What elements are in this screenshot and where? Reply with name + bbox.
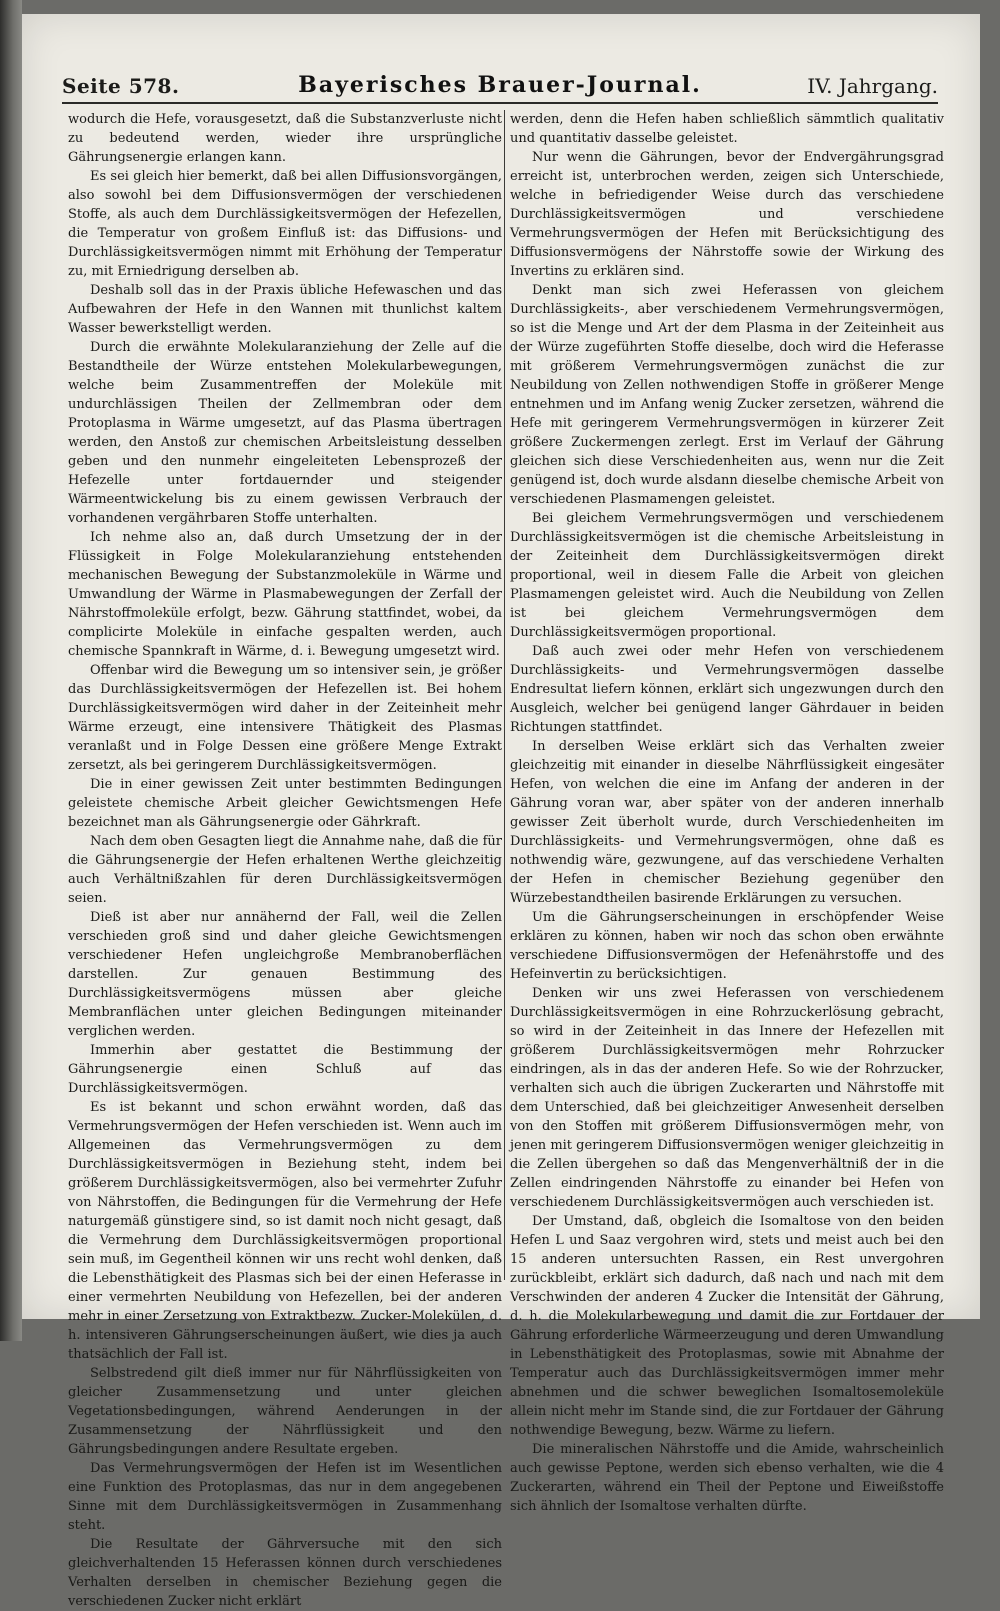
paragraph: Ich nehme also an, daß durch Umsetzung der in der Flüssigkeit in Folge Molekularanziehung entstehenden mechanischen Bewegung der Substanzmoleküle in Wärme und Umwandlung der Wärme in Plasmabewegungen der Zerfall der Nährstoffmoleküle erfolgt, bezw. Gährung stattfindet, wobei, da complicirte Moleküle in einfache gespalten werden, auch chemische Spannkraft in Wärme, d. i. Bewegung umgesetzt wird. [68,530,502,659]
column-divider [504,110,505,1280]
paragraph: Das Vermehrungsvermögen der Hefen ist im Wesentlichen eine Funktion des Protoplasmas, das nur in dem angegebenen Sinne mit dem Durchlässigkeitsvermögen in Zusammenhang steht. [68,1461,502,1533]
paragraph: Bei gleichem Vermehrungsvermögen und verschiedenem Durchlässigkeitsvermögen ist die chemische Arbeitsleistung in der Zeiteinheit dem Durchlässigkeitsvermögen direkt proportional, weil in diesem Falle die Arbeit von gleichen Plasmamengen geleistet wird. Auch die Neubildung von Zellen ist bei gleichem Vermehrungsvermögen dem Durchlässigkeitsvermögen proportional. [510,511,944,640]
journal-title: Bayerisches Brauer-Journal. [298,72,702,98]
paragraph: Selbstredend gilt dieß immer nur für Nährflüssigkeiten von gleicher Zusammensetzung und unter gleichen Vegetationsbedingungen, während Aenderungen in der Zusammensetzung der Nährflüssigkeit und den Gährungsbedingungen andere Resultate ergeben. [68,1366,502,1457]
paragraph: Denken wir uns zwei Heferassen von verschiedenem Durchlässigkeitsvermögen in eine Rohrzuckerlösung gebracht, so wird in der Zeiteinheit in das Innere der Hefezellen mit größerem Durchlässigkeitsvermögen mehr Rohrzucker eindringen, als in das der anderen Hefe. So wie der Rohrzucker, verhalten sich auch die übrigen Zuckerarten und Nährstoffe mit dem Unterschied, daß bei gleichzeitiger Anwesenheit derselben von den Stoffen mit größerem Diffusionsvermögen mehr, von jenen mit geringerem Diffusionsvermögen weniger gleichzeitig in die Zellen übergehen so daß das Mengenverhältniß der in die Zellen eindringenden Nährstoffe zu einander bei Hefen von verschiedenem Durchlässigkeitsvermögen auch verschieden ist. [510,986,944,1210]
right-column [510,110,944,1514]
page-number: Seite 578. [62,74,180,98]
paragraph: In derselben Weise erklärt sich das Verhalten zweier gleichzeitig mit einander in dieselbe Nährflüssigkeit eingesäter Hefen, von welchen die eine im Anfang der anderen in der Gährung voran war, aber später von der anderen innerhalb gewisser Zeit überholt wurde, durch Verschiedenheiten im Durchlässigkeits- und Vermehrungsvermögen, ohne daß es nothwendig wäre, gezwungene, auf das verschiedene Verhalten der Hefen in chemischer Beziehung gegenüber den Würzebestandtheilen basirende Erklärungen zu versuchen. [510,739,944,906]
paragraph: Um die Gährungserscheinungen in erschöpfender Weise erklären zu können, haben wir noch das schon oben erwähnte verschiedene Diffusionsvermögen der Hefenährstoffe und des Hefeinvertin zu berücksichtigen. [510,910,944,982]
volume-label: IV. Jahrgang. [807,74,938,98]
paragraph: Der Umstand, daß, obgleich die Isomaltose von den beiden Hefen L und Saaz vergohren wird, stets und meist auch bei den 15 anderen untersuchten Rassen, ein Rest unvergohren zurückbleibt, erklärt sich dadurch, daß nach und nach mit dem Verschwinden der anderen 4 Zucker die Intensität der Gährung, d. h. die Molekularbewegung und damit die zur Fortdauer der Gährung erforderliche Wärmeerzeugung und deren Umwandlung in Lebensthätigkeit des Protoplasmas, sowie mit Abnahme der Temperatur auch das Durchlässigkeitsvermögen immer mehr abnehmen und die schwer beweglichen Isomaltosemoleküle allein nicht mehr im Stande sind, die zur Fortdauer der Gährung nothwendige Bewegung, bezw. Wärme zu liefern. [510,1214,944,1438]
paragraph: Offenbar wird die Bewegung um so intensiver sein, je größer das Durchlässigkeitsvermögen der Hefezellen ist. Bei hohem Durchlässigkeitsvermögen wird daher in der Zeiteinheit mehr Wärme erzeugt, eine intensivere Thätigkeit des Plasmas veranlaßt und in Folge Dessen eine größere Menge Extrakt zersetzt, als bei geringerem Durchlässigkeitsvermögen. [68,663,502,773]
paragraph: Nach dem oben Gesagten liegt die Annahme nahe, daß die für die Gährungsenergie der Hefen erhaltenen Werthe gleichzeitig auch Verhältnißzahlen für deren Durchlässigkeitsvermögen seien. [68,834,502,906]
paragraph: Deshalb soll das in der Praxis übliche Hefewaschen und das Aufbewahren der Hefe in den Wannen mit thunlichst kaltem Wasser bewerkstelligt werden. [68,283,502,336]
page-header [62,70,938,106]
paragraph: Die Resultate der Gährversuche mit den sich gleichverhaltenden 15 Heferassen können durch verschiedenes Verhalten derselben in chemischer Beziehung gegen die verschiedenen Zucker nicht erklärt [68,1537,502,1609]
paragraph: Immerhin aber gestattet die Bestimmung der Gährungsenergie einen Schluß auf das Durchlässigkeitsvermögen. [68,1043,502,1096]
paragraph: wodurch die Hefe, vorausgesetzt, daß die Substanzverluste nicht zu bedeutend werden, wieder ihre ursprüngliche Gährungsenergie erlangen kann. [68,112,502,165]
paragraph: Die mineralischen Nährstoffe und die Amide, wahrscheinlich auch gewisse Peptone, werden sich ebenso verhalten, wie die 4 Zuckerarten, während ein Theil der Peptone und Eiweißstoffe sich ähnlich der Isomaltose verhalten dürfte. [510,1442,944,1514]
paragraph: Daß auch zwei oder mehr Hefen von verschiedenem Durchlässigkeits- und Vermehrungsvermögen dasselbe Endresultat liefern können, erklärt sich ungezwungen durch den Ausgleich, welcher bei genügend langer Gährdauer in beiden Richtungen stattfindet. [510,644,944,735]
left-column [68,110,502,1609]
header-rule [62,102,938,104]
paragraph: werden, denn die Hefen haben schließlich sämmtlich qualitativ und quantitativ dasselbe geleistet. [510,112,944,146]
paragraph: Die in einer gewissen Zeit unter bestimmten Bedingungen geleistete chemische Arbeit gleicher Gewichtsmengen Hefe bezeichnet man als Gährungsenergie oder Gährkraft. [68,777,502,830]
paragraph: Durch die erwähnte Molekularanziehung der Zelle auf die Bestandtheile der Würze entstehen Molekularbewegungen, welche beim Zusammentreffen der Moleküle mit undurchlässigen Theilen der Zellmembran oder dem Protoplasma in Wärme umgesetzt, auf das Plasma übertragen werden, den Anstoß zur chemischen Arbeitsleistung desselben geben und den nunmehr eingeleiteten Lebensprozeß der Hefezelle unter fortdauernder und steigender Wärmeentwickelung bis zu einem gewissen Verbrauch der vorhandenen vergährbaren Stoffe unterhalten. [68,340,502,526]
paragraph: Dieß ist aber nur annähernd der Fall, weil die Zellen verschieden groß sind und daher gleiche Gewichtsmengen verschiedener Hefen ungleichgroße Membranoberflächen darstellen. Zur genauen Bestimmung des Durchlässigkeitsvermögens müssen aber gleiche Membranflächen unter gleichen Bedingungen miteinander verglichen werden. [68,910,502,1039]
paragraph: Es ist bekannt und schon erwähnt worden, daß das Vermehrungsvermögen der Hefen verschieden ist. Wenn auch im Allgemeinen das Vermehrungsvermögen zu dem Durchlässigkeitsvermögen in Beziehung steht, indem bei größerem Durchlässigkeitsvermögen, also bei vermehrter Zufuhr von Nährstoffen, die Bedingungen für die Vermehrung der Hefe naturgemäß günstigere sind, so ist damit noch nicht gesagt, daß die Vermehrung dem Durchlässigkeitsvermögen proportional sein muß, im Gegentheil können wir uns recht wohl denken, daß die Lebensthätigkeit des Plasmas sich bei der einen Heferasse in einer vermehrten Neubildung von Hefezellen, bei der anderen mehr in einer Zersetzung von Extraktbezw. Zucker-Molekülen, d. h. intensiveren Gährungserscheinungen äußert, wie dies ja auch thatsächlich der Fall ist. [68,1100,502,1362]
paragraph: Nur wenn die Gährungen, bevor der Endvergährungsgrad erreicht ist, unterbrochen werden, zeigen sich Unterschiede, welche in befriedigender Weise durch das verschiedene Durchlässigkeitsvermögen und verschiedene Vermehrungsvermögen der Hefen mit Berücksichtigung des Diffusionsvermögens der Nährstoffe sowie der Wirkung des Invertins zu erklären sind. [510,150,944,279]
book-spine-edge [0,0,22,1341]
paragraph: Denkt man sich zwei Heferassen von gleichem Durchlässigkeits-, aber verschiedenem Vermehrungsvermögen, so ist die Menge und Art der dem Plasma in der Zeiteinheit aus der Würze zugeführten Stoffe dieselbe, doch wird die Heferasse mit größerem Vermehrungsvermögen zunächst die zur Neubildung von Zellen nothwendigen Stoffe in größerer Menge entnehmen und im Anfang wenig Zucker zersetzen, während die Hefe mit geringerem Vermehrungsvermögen in kürzerer Zeit größere Zuckermengen zerlegt. Erst im Verlauf der Gährung gleichen sich diese Verschiedenheiten aus, wenn nur die Zeit genügend ist, doch wurde alsdann dieselbe chemische Arbeit von verschiedenen Plasmamengen geleistet. [510,283,944,507]
paragraph: Es sei gleich hier bemerkt, daß bei allen Diffusionsvorgängen, also sowohl bei dem Diffusionsvermögen der verschiedenen Stoffe, als auch dem Durchlässigkeitsvermögen der Hefezellen, die Temperatur von großem Einfluß ist: das Diffusions- und Durchlässigkeitsvermögen nimmt mit Erhöhung der Temperatur zu, mit Erniedrigung derselben ab. [68,169,502,279]
